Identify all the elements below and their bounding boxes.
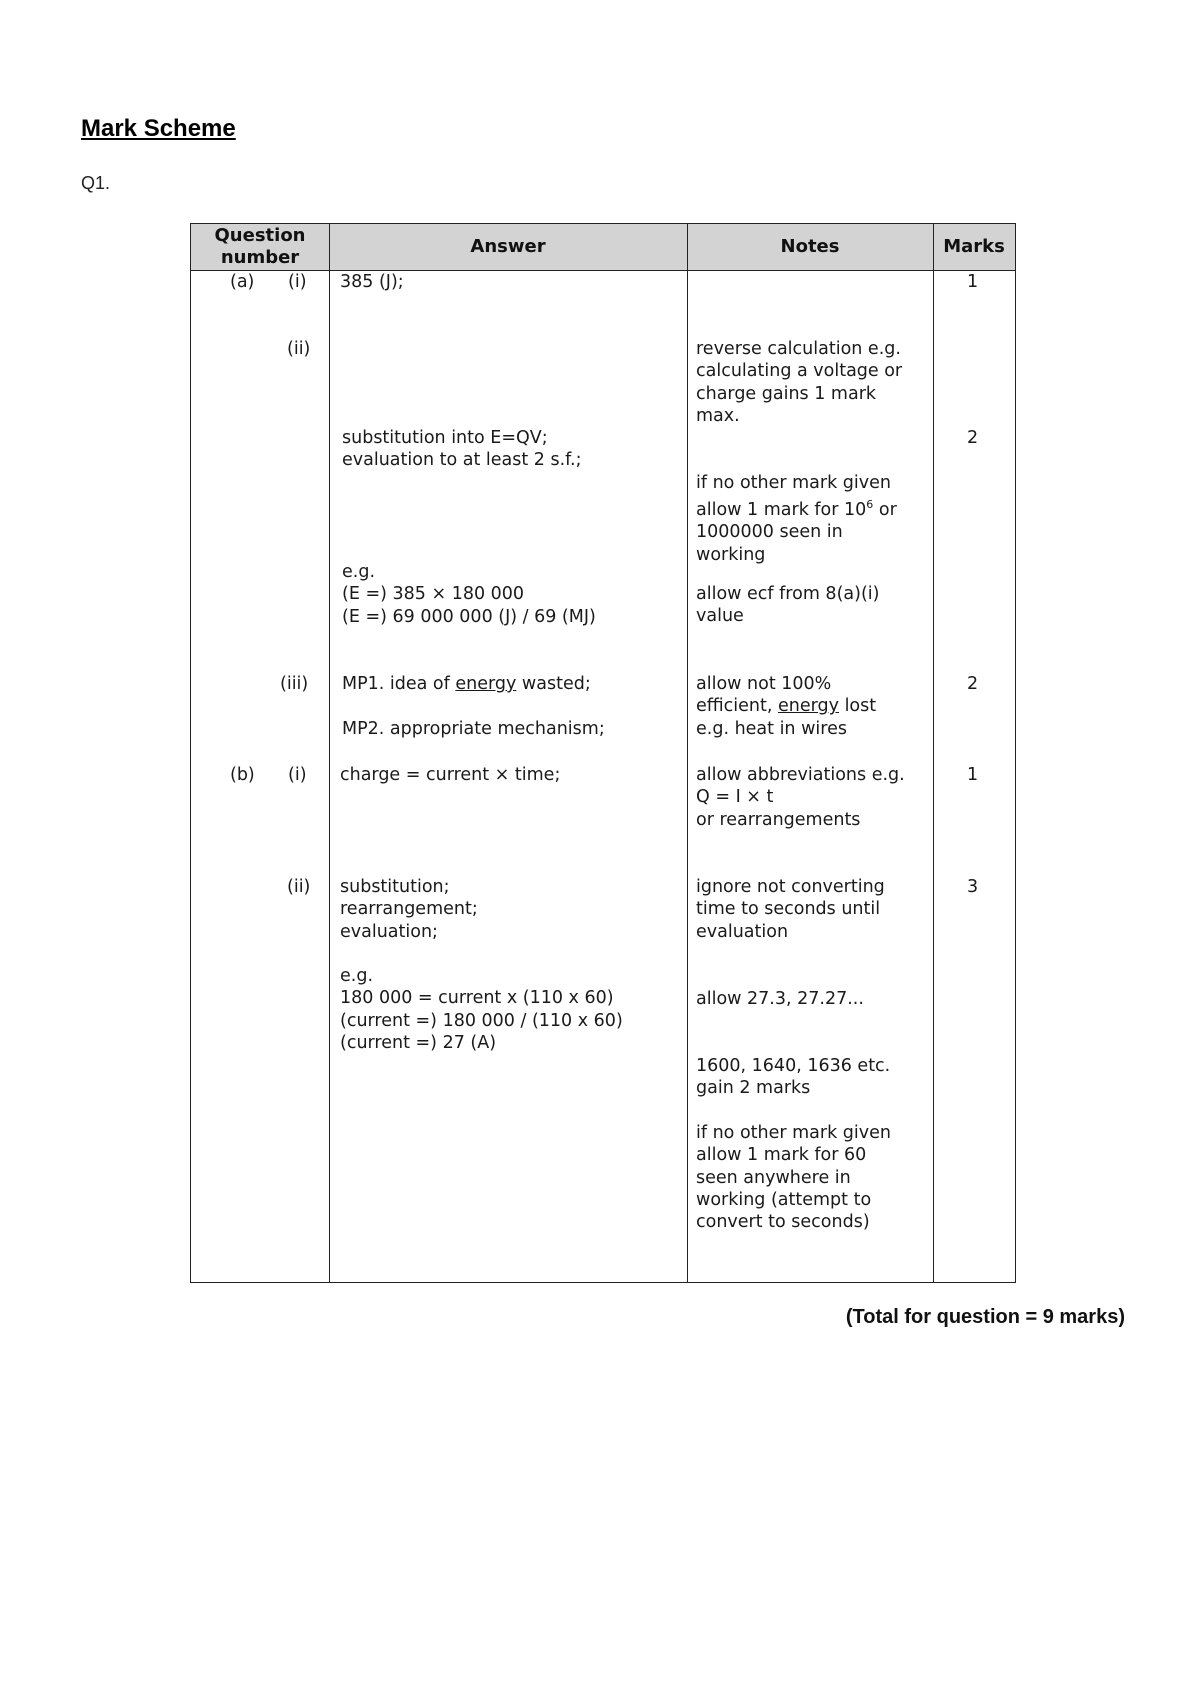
notes-a-iii-line3: e.g. heat in wires	[696, 718, 847, 739]
total-marks: (Total for question = 9 marks)	[845, 1306, 1125, 1328]
answer-a-iii-mp2: MP2. appropriate mechanism;	[342, 719, 605, 739]
notes-a-ii-fallback-or: or	[873, 500, 897, 521]
column-divider	[687, 224, 688, 1282]
mp1-text-after: wasted;	[516, 674, 591, 694]
marks-a-ii: 2	[967, 428, 979, 448]
answer-b-i: charge = current × time;	[340, 765, 561, 785]
notes-a-iii	[696, 673, 876, 740]
answer-a-i: 385 (J);	[340, 272, 404, 292]
marks-a-iii: 2	[967, 674, 979, 694]
sub-label-b-i: (i)	[288, 765, 307, 785]
answer-b-ii-example: e.g. 180 000 = current x (110 x 60) (current =) 180 000 / (110 x 60) (current =) 27 (A)	[340, 966, 623, 1053]
marks-a-i: 1	[967, 272, 979, 292]
page-heading: Mark Scheme	[81, 115, 236, 142]
column-divider	[329, 224, 330, 1282]
column-divider	[933, 224, 934, 1282]
notes-b-ii-fallback: if no other mark given allow 1 mark for 60 seen anywhere in working (attempt to convert to seconds)	[696, 1123, 891, 1233]
marks-b-ii: 3	[967, 877, 979, 897]
notes-a-iii-underlined-energy: energy	[778, 696, 839, 717]
notes-a-iii-line2-before: efficient,	[696, 696, 779, 717]
header-question-number: Question number	[214, 225, 306, 268]
header-marks: Marks	[943, 236, 1005, 257]
notes-a-ii-fallback-rest: 1000000 seen in working	[696, 522, 843, 565]
part-label-b: (b)	[230, 765, 255, 785]
notes-a-iii-line1: allow not 100%	[696, 674, 832, 694]
answer-a-ii-criteria: substitution into E=QV; evaluation to at least 2 s.f.;	[342, 428, 582, 471]
header-answer: Answer	[470, 236, 546, 257]
sub-label-a-iii: (iii)	[280, 674, 309, 694]
notes-a-ii-fallback	[696, 472, 897, 566]
sub-label-a-i: (i)	[288, 272, 307, 292]
sub-label-a-ii: (ii)	[287, 339, 311, 359]
notes-a-ii-ecf: allow ecf from 8(a)(i) value	[696, 584, 880, 627]
sub-label-b-ii: (ii)	[287, 877, 311, 897]
answer-b-ii-criteria: substitution; rearrangement; evaluation;	[340, 877, 478, 942]
part-label-a: (a)	[230, 272, 255, 292]
mp1-text-before: MP1. idea of	[342, 674, 456, 694]
notes-a-ii-fallback-text: if no other mark given allow 1 mark for 10	[696, 473, 891, 521]
notes-b-i: allow abbreviations e.g. Q = I × t or rearrangements	[696, 765, 905, 830]
notes-b-ii-ignore: ignore not converting time to seconds until evaluation	[696, 877, 885, 942]
answer-a-iii-mp1	[342, 673, 591, 695]
marks-b-i: 1	[967, 765, 979, 785]
header-notes: Notes	[780, 236, 840, 257]
mp1-underlined-energy: energy	[455, 674, 517, 694]
answer-a-ii-example: e.g. (E =) 385 × 180 000 (E =) 69 000 000 (J) / 69 (MJ)	[342, 562, 596, 627]
superscript-exponent: 6	[866, 498, 874, 512]
notes-a-iii-line2-after: lost	[839, 696, 877, 717]
notes-b-ii-two-marks: 1600, 1640, 1636 etc. gain 2 marks	[696, 1056, 891, 1099]
notes-b-ii-allow: allow 27.3, 27.27...	[696, 989, 864, 1009]
question-label: Q1.	[81, 173, 111, 193]
notes-a-ii-reverse: reverse calculation e.g. calculating a voltage or charge gains 1 mark max.	[696, 339, 903, 426]
mark-scheme-table	[190, 223, 1016, 1283]
